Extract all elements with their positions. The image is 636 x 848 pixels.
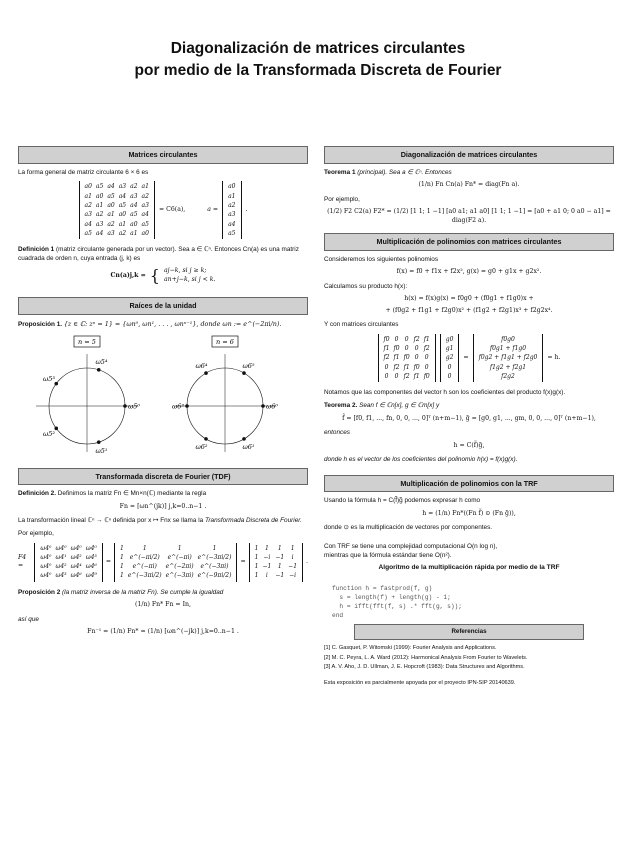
matrix-cell: 1 — [120, 563, 124, 571]
matrix-cell: a4 — [141, 211, 149, 219]
matrix-cell: f0 — [403, 354, 410, 362]
matrix-row — [253, 562, 299, 571]
section-heading-circulant: Matrices circulantes — [18, 146, 308, 164]
matrix-row — [226, 220, 237, 229]
matrix-cell: e^(−πi/2) — [129, 553, 160, 561]
matrix-cell: f0 — [423, 372, 430, 380]
section-heading-roots: Raíces de la unidad — [18, 297, 308, 315]
matrix-cell: a1 — [228, 192, 236, 200]
matrix-cell: ω4³ — [85, 553, 97, 561]
root-point — [204, 437, 208, 441]
matrix-cell: a3 — [118, 183, 127, 191]
matrix-cell: 0 — [424, 354, 429, 362]
root-label: ω6² — [195, 442, 208, 451]
matrix-row — [83, 192, 151, 201]
definition-1-formula-left: Cn(a)j,k = — [110, 271, 146, 279]
matrix-cell: e^(−2πi) — [165, 563, 194, 571]
matrix-cell: a1 — [95, 201, 104, 209]
f4-exp-matrix — [114, 543, 237, 582]
matrix-row — [38, 553, 99, 562]
matrix-cell: a0 — [84, 183, 92, 191]
poly-product-line-1: h(x) = f(x)g(x) = f0g0 + (f0g1 + f1g0)x + — [404, 295, 534, 303]
matrix-cell: 1 — [142, 544, 147, 552]
algorithm-code — [332, 576, 614, 621]
matrix-row — [382, 363, 432, 372]
coefficients-note: Notamos que las componentes del vector h son los coeficientes del producto f(x)g(x). — [324, 389, 566, 397]
code-line: end — [332, 612, 344, 620]
matrix-cell: f0g1 + f1g0 — [489, 345, 527, 353]
matrix-cell: e^(−3πi) — [200, 563, 229, 571]
matrix-cell: 0 — [404, 335, 409, 343]
matrix-cell: a2 — [118, 229, 127, 237]
matrix-row — [477, 372, 540, 381]
tdf-definition-text — [18, 517, 308, 526]
matrix-cell: 0 — [414, 354, 419, 362]
reference-3: [3] A. V. Aho, J. D. Ullman, J. E. Hopcroft (1983): Data Structures and Algorithms. — [324, 664, 525, 671]
title-line-2: por medio de la Transformada Discreta de Fourier — [134, 62, 502, 80]
matrix-row — [382, 353, 432, 362]
matrix-cell: e^(−3πi/2) — [127, 572, 162, 580]
proposition-1 — [18, 320, 308, 330]
poly-circulant-table — [382, 335, 432, 381]
matrix-cell: 0 — [384, 363, 389, 371]
matrix-cell: 0 — [447, 372, 452, 380]
vector-a-table — [226, 182, 237, 238]
matrix-row — [83, 182, 151, 191]
section-heading-references: Referencias — [354, 624, 584, 640]
matrix-cell: −1 — [275, 572, 285, 580]
f4-label: F4 = — [18, 553, 27, 570]
matrix-cell: 0 — [414, 345, 419, 353]
matrix-cell: −i — [289, 572, 297, 580]
root-label: ω6⁰ — [265, 402, 279, 410]
definition-1-label: Definición 1 — [18, 246, 55, 254]
f4-equation: F4 = ω4⁰ ω4⁰ ω4⁰ ω4⁰ ω4⁰ ω4¹ ω4² ω4³ ω4⁰ ω4² ω4⁴ ω4⁶ ω4⁰ ω4³ ω4⁶ ω4⁹ = 1 1 1 1 1 e^(−πi/2) e^(−πi) e^(−3πi/2) 1 e^(−πi) e^(−2πi) e^(−3πi) 1 e^(−3πi/2) e^(−3πi) e^(−9πi/2) = 1 1 1 1 1 −i −1 i 1 −1 1 −1 1 i −1 −i . — [18, 543, 308, 582]
f4-omega-table — [38, 544, 99, 581]
matrix-cell: i — [291, 553, 294, 561]
matrix-row — [226, 182, 237, 191]
matrix-cell: a0 — [228, 183, 236, 191]
matrix-cell: 0 — [394, 335, 399, 343]
matrix-cell: 0 — [384, 372, 389, 380]
matrix-cell: e^(−3πi) — [165, 572, 194, 580]
root-point — [261, 404, 265, 408]
matrix-cell: 1 — [120, 553, 124, 561]
proposition-1-text: {z ∈ ℂ: zⁿ = 1} = {ωn⁰, ωn¹, . . . , ωnⁿ⁻¹}, donde ωn := e^(−2πi/n). — [63, 319, 282, 328]
code-line: s = length(f) + length(g) - 1; — [332, 594, 451, 602]
h-vector-table — [477, 335, 540, 381]
matrix-row — [226, 201, 237, 210]
root-point — [185, 404, 189, 408]
poly-product-intro: Calculamos su producto h(x): — [324, 282, 408, 290]
complexity-line-1: Con TRF se tiene una complejidad computacional O(n log n), — [324, 542, 498, 550]
matrix-cell: ω4¹ — [55, 553, 67, 561]
definition-1-case-1: aj−k, si j ≥ k; — [163, 267, 207, 275]
matrix-row — [477, 363, 540, 372]
matrix-cell: 1 — [120, 572, 124, 580]
n5-box-label: n = 5 — [78, 337, 96, 346]
title-line-1: Diagonalización de matrices circulantes — [170, 40, 466, 57]
matrix-row — [444, 335, 456, 344]
g-vector-table — [444, 335, 456, 381]
theorem-2-label: Teorema 2. — [324, 401, 358, 409]
matrix-row — [382, 372, 432, 381]
matrix-row — [118, 544, 233, 553]
matrix-cell: a0 — [130, 220, 138, 228]
matrix-cell: a5 — [118, 201, 127, 209]
matrix-cell: f2 — [403, 372, 410, 380]
definition-1-text: (matriz circulante generada por un vector). Sea a ∈ ℂⁿ. Entonces Cn(a) es una matriz cuadrada de orden n, cuya entrada (j, k) es — [18, 246, 299, 262]
matrix-cell: g2 — [445, 354, 454, 362]
root-label: ω6⁵ — [242, 361, 255, 370]
matrix-cell: ω4² — [55, 563, 67, 571]
matrix-row — [477, 353, 540, 362]
theorem-1-formula: (1/n) Fn Cn(a) Fn* = diag(Fn a). — [418, 181, 520, 189]
matrix-cell: a4 — [118, 192, 127, 200]
matrix-cell: a1 — [107, 211, 115, 219]
root-label: ω6⁴ — [195, 361, 208, 370]
trf-formula: h = (1/n) Fn*((Fn f̃) ⊙ (Fn g̃)), — [422, 509, 516, 517]
matrix-cell: f1g2 + f2g1 — [489, 363, 527, 371]
root-label: ω5³ — [42, 374, 55, 383]
matrix-row — [38, 562, 99, 571]
matrix-row — [253, 571, 299, 580]
matrix-cell: e^(−πi) — [132, 563, 157, 571]
matrix-cell: a3 — [141, 201, 149, 209]
matrix-cell: f2 — [423, 345, 430, 353]
code-line: h = ifft(fft(f, s) .* fft(g, s)); — [332, 603, 462, 611]
matrix-cell: a1 — [118, 220, 127, 228]
root-point — [97, 440, 101, 444]
matrix-cell: a3 — [95, 220, 104, 228]
matrix-row — [253, 553, 299, 562]
matrix-row — [253, 544, 299, 553]
theorem-2-tail: donde h es el vector de los coeficientes del polinomio h(x) = f(x)g(x). — [324, 455, 518, 463]
matrix-cell: a2 — [141, 192, 149, 200]
matrix-cell: 1 — [290, 544, 295, 552]
matrix-cell: −1 — [275, 553, 285, 561]
matrix-cell: ω4⁹ — [85, 572, 97, 580]
root-label: ω6³ — [171, 402, 185, 410]
proposition-1-label: Proposición 1. — [18, 320, 63, 328]
matrix-cell: f0g2 + f1g1 + f2g0 — [478, 354, 538, 362]
matrix-cell: a2 — [95, 211, 104, 219]
matrix-row — [226, 192, 237, 201]
tdf-map-text: La transformación lineal ℂⁿ → ℂⁿ definida por x ↦ Fnx se llama la — [18, 517, 205, 525]
matrix-cell: a4 — [107, 183, 115, 191]
tdf-name: Transformada Discreta de Fourier. — [204, 517, 302, 525]
root-point — [242, 371, 246, 375]
root-point — [204, 371, 208, 375]
matrix-row — [382, 344, 432, 353]
proposition-2-label: Proposición 2 — [18, 588, 61, 596]
matrix-cell: 1 — [177, 544, 182, 552]
definition-2-text: Definimos la matriz Fn ∈ Mn×n(ℂ) mediante la regla — [57, 490, 207, 498]
roots-diagram — [18, 334, 308, 454]
matrix-cell: a2 — [84, 201, 92, 209]
definition-1-formula: Cn(a)j,k = { aj−k, si j ≥ k; an+j−k, si j < k. — [110, 265, 216, 285]
matrix-cell: ω4⁰ — [70, 544, 82, 552]
matrix-cell: f2 — [413, 335, 420, 343]
theorem-1-text: (principal). Sea a ∈ ℂⁿ. Entonces — [357, 168, 452, 176]
root-label: ω5¹ — [95, 446, 108, 454]
code-line: function h = fastprod(f, g) — [332, 585, 433, 593]
matrix-cell: f1 — [403, 363, 410, 371]
reference-1: [1] C. Gasquet, P. Witomski (1999): Fourier Analysis and Applications. — [324, 645, 497, 652]
g-vector — [440, 334, 460, 382]
matrix-cell: a5 — [95, 183, 104, 191]
matrix-cell: f1 — [383, 345, 390, 353]
left-column — [18, 146, 308, 643]
matrix-cell: 1 — [254, 553, 259, 561]
matrix-cell: f2 — [393, 363, 400, 371]
theorem-1 — [324, 169, 614, 178]
matrix-cell: a4 — [130, 201, 138, 209]
poster-title — [0, 38, 636, 83]
matrix-cell: 0 — [394, 372, 399, 380]
matrix-cell: e^(−9πi/2) — [197, 572, 232, 580]
reference-2: [2] M. C. Peyra, L. A. Ward (2012): Harmonical Analysis From Fourier to Wavelets. — [324, 654, 528, 661]
theorem-2-formula: h = C(f̃)g̃, — [453, 441, 485, 449]
theorem-2-vectors: f̃ = [f0, f1, ..., fn, 0, 0, ..., 0]ᵀ (n+m−1), g̃ = [g0, g1, ..., gm, 0, 0, ..., 0]ᵀ (n+m−1), — [342, 414, 596, 422]
matrix-row — [477, 335, 540, 344]
matrix-cell: f0 — [383, 335, 390, 343]
matrix-row — [83, 229, 151, 238]
matrix-cell: a0 — [95, 192, 104, 200]
root-label: ω5⁰ — [127, 402, 141, 410]
circulant-matrix-table — [83, 182, 151, 238]
matrix-cell: ω4² — [70, 553, 82, 561]
proposition-2 — [18, 589, 308, 598]
root-label: ω5⁴ — [95, 357, 108, 366]
matrix-cell: a5 — [107, 192, 115, 200]
poly-intro: Consideremos los siguientes polinomios — [324, 255, 439, 263]
right-column — [324, 146, 614, 690]
circulant-matrix — [79, 181, 155, 239]
matrix-cell: f2 — [383, 354, 390, 362]
matrix-cell: 1 — [254, 544, 259, 552]
matrix-row — [38, 571, 99, 580]
inverse-formula: Fn⁻¹ = (1/n) Fn* = (1/n) [ωn^(−jk)] j,k=0..n−1 . — [87, 628, 239, 636]
matrix-cell: ω4⁰ — [85, 544, 97, 552]
root-point — [123, 404, 127, 408]
root-label: ω6¹ — [242, 442, 255, 451]
matrix-cell: a5 — [130, 211, 138, 219]
matrix-cell: a5 — [141, 220, 149, 228]
matrix-cell: a3 — [130, 192, 138, 200]
matrix-cell: a5 — [228, 229, 236, 237]
matrix-cell: e^(−πi) — [167, 553, 192, 561]
poly-product-line-2: + (f0g2 + f1g1 + f2g0)x² + (f1g2 + f2g1)x³ + f2g2x⁴. — [385, 306, 553, 314]
matrix-cell: a0 — [118, 211, 127, 219]
matrix-row — [444, 363, 456, 372]
matrix-cell: 0 — [404, 345, 409, 353]
definition-1 — [18, 246, 308, 263]
matrix-cell: −1 — [262, 563, 272, 571]
matrix-cell: ω4⁰ — [40, 544, 52, 552]
matrix-cell: a3 — [107, 229, 115, 237]
matrix-cell: 1 — [277, 563, 282, 571]
root-label: ω5² — [42, 429, 55, 438]
vector-label: a = — [207, 206, 219, 214]
matrix-cell: f0 — [393, 345, 400, 353]
trf-donde: donde ⊙ es la multiplicación de vectores por componentes. — [324, 524, 493, 532]
matrix-cell: ω4⁰ — [40, 553, 52, 561]
matrix-cell: e^(−3πi/2) — [197, 553, 232, 561]
theorem-2-text: Sean f ∈ ℂn[x], g ∈ ℂm[x] y — [359, 401, 440, 409]
algorithm-title: Algoritmo de la multiplicación rápida por medio de la TRF — [378, 564, 560, 572]
theorem-2 — [324, 402, 614, 411]
matrix-row — [444, 353, 456, 362]
matrix-row — [226, 210, 237, 219]
matrix-row — [118, 562, 233, 571]
matrix-row — [226, 229, 237, 238]
proposition-2-formula: (1/n) Fn* Fn = In, — [135, 601, 191, 609]
poly-circulant-intro: Y con matrices circulantes — [324, 321, 399, 329]
poly-circulant-equation: f0 0 0 f2 f1 f1 f0 0 0 f2 f2 f1 f0 0 0 0 f2 f1 f0 0 0 0 f2 f1 f0 g0 g1 g2 0 0 = f0g0 f0g1 + f1g0 f0g2 + f1g1 + f2g0 f1g2 + f2g1 f2g2 = h. — [324, 334, 614, 382]
definition-2 — [18, 490, 308, 499]
matrix-row — [83, 210, 151, 219]
matrix-cell: ω4⁰ — [40, 572, 52, 580]
f4-numeric-matrix — [249, 543, 303, 582]
matrix-cell: a0 — [141, 229, 149, 237]
support-note: Esta exposición es parcialmente apoyada por el proyecto IPN-SIP 20140639. — [324, 680, 516, 687]
definition-2-label: Definición 2. — [18, 490, 56, 498]
matrix-cell: 0 — [424, 363, 429, 371]
n6-box-label: n = 6 — [216, 337, 234, 346]
matrix-cell: ω4⁰ — [55, 544, 67, 552]
complexity-line-2: mientras que la fórmula estándar tiene O(n²). — [324, 551, 452, 559]
roots-of-unity-figure — [18, 334, 308, 454]
matrix-cell: a2 — [228, 201, 236, 209]
matrix-cell: ω4³ — [55, 572, 67, 580]
circulant-matrix-label: = C6(a), — [158, 206, 186, 214]
matrix-cell: 1 — [254, 572, 259, 580]
poly-circulant-matrix — [378, 334, 436, 382]
section-heading-trf: Multiplicación de polinomios con la TRF — [324, 475, 614, 493]
h-vector-label: = h. — [547, 353, 561, 361]
matrix-cell: a1 — [141, 183, 149, 191]
root-point — [242, 437, 246, 441]
matrix-cell: a4 — [95, 229, 104, 237]
matrix-row — [38, 544, 99, 553]
matrix-cell: ω4⁶ — [85, 563, 97, 571]
matrix-cell: 1 — [277, 544, 282, 552]
entonces: entonces — [324, 428, 350, 436]
proposition-2-text: (la matriz inversa de la matriz Fn). Se cumple la igualdad — [62, 588, 224, 596]
matrix-cell: a3 — [228, 211, 236, 219]
asi-que: así que — [18, 615, 39, 623]
matrix-cell: ω4⁴ — [70, 563, 82, 571]
matrix-row — [444, 372, 456, 381]
vector-a — [222, 181, 241, 239]
matrix-cell: a4 — [228, 220, 236, 228]
section-heading-tdf: Transformada discreta de Fourier (TDF) — [18, 468, 308, 486]
matrix-row — [477, 344, 540, 353]
definition-2-formula: Fn = [ωn^(jk)] j,k=0..n−1 . — [119, 502, 207, 510]
matrix-cell: f0g0 — [501, 335, 515, 343]
matrix-row — [118, 571, 233, 580]
matrix-cell: −i — [263, 553, 271, 561]
root-point — [97, 368, 101, 372]
matrix-cell: a1 — [130, 229, 138, 237]
matrix-cell: g0 — [445, 335, 454, 343]
matrix-cell: 1 — [212, 544, 217, 552]
matrix-cell: g1 — [445, 345, 454, 353]
matrix-cell: f2g2 — [501, 372, 515, 380]
matrix-cell: a5 — [84, 229, 92, 237]
f4-numeric-table — [253, 544, 299, 581]
matrix-cell: i — [265, 572, 268, 580]
matrix-cell: a0 — [107, 201, 115, 209]
theorem-1-label: Teorema 1 — [324, 168, 356, 176]
matrix-cell: −1 — [288, 563, 298, 571]
definition-1-case-2: an+j−k, si j < k. — [163, 275, 216, 283]
matrix-row — [444, 344, 456, 353]
matrix-row — [83, 201, 151, 210]
diag-example-formula: (1/2) F2 C2(a) F2* = (1/2) [1 1; 1 −1] [a0 a1; a1 a0] [1 1; 1 −1] = [a0 + a1 0; 0 a0 − a1] = diag(F2 a). — [327, 208, 611, 224]
matrix-cell: a4 — [84, 220, 92, 228]
f4-omega-matrix — [34, 543, 103, 582]
matrix-cell: a2 — [130, 183, 138, 191]
matrix-cell: f1 — [423, 335, 430, 343]
trf-intro: Usando la fórmula h = C(f̃)g̃ podemos expresar h como — [324, 497, 481, 505]
section-heading-poly-circulant: Multiplicación de polinomios con matrices circulantes — [324, 233, 614, 251]
matrix-row — [83, 220, 151, 229]
matrix-cell: 0 — [447, 363, 452, 371]
matrix-row — [382, 335, 432, 344]
matrix-cell: f0 — [413, 363, 420, 371]
matrix-cell: f1 — [413, 372, 420, 380]
matrix-cell: ω4⁰ — [40, 563, 52, 571]
matrix-cell: a1 — [84, 192, 92, 200]
h-vector — [473, 334, 544, 382]
tdf-example-intro: Por ejemplo, — [18, 529, 54, 537]
matrix-cell: a3 — [84, 211, 92, 219]
circulant-matrix-equation: a0 a5 a4 a3 a2 a1 a1 a0 a5 a4 a3 a2 a2 a1 a0 a5 a4 a3 a3 a2 a1 a0 a5 a4 a4 a3 a2 a1 a0 a5 a5 a4 a3 a2 a1 a0 = C6(a), a = a0 a1 a2 a3 a4 a5 . — [18, 181, 308, 239]
matrix-cell: 1 — [264, 544, 269, 552]
matrix-cell: 1 — [120, 544, 124, 552]
matrix-cell: a2 — [107, 220, 115, 228]
matrix-cell: ω4⁶ — [70, 572, 82, 580]
poly-definitions: f(x) = f0 + f1x + f2x², g(x) = g0 + g1x + g2x². — [396, 268, 542, 276]
section-heading-diagonalization: Diagonalización de matrices circulantes — [324, 146, 614, 164]
matrix-row — [118, 553, 233, 562]
diag-example-intro: Por ejemplo, — [324, 195, 360, 203]
f4-exp-table — [118, 544, 233, 581]
circulant-intro: La forma general de matriz circulante 6 × 6 es — [18, 168, 149, 176]
matrix-cell: f1 — [393, 354, 400, 362]
matrix-cell: 1 — [254, 563, 259, 571]
